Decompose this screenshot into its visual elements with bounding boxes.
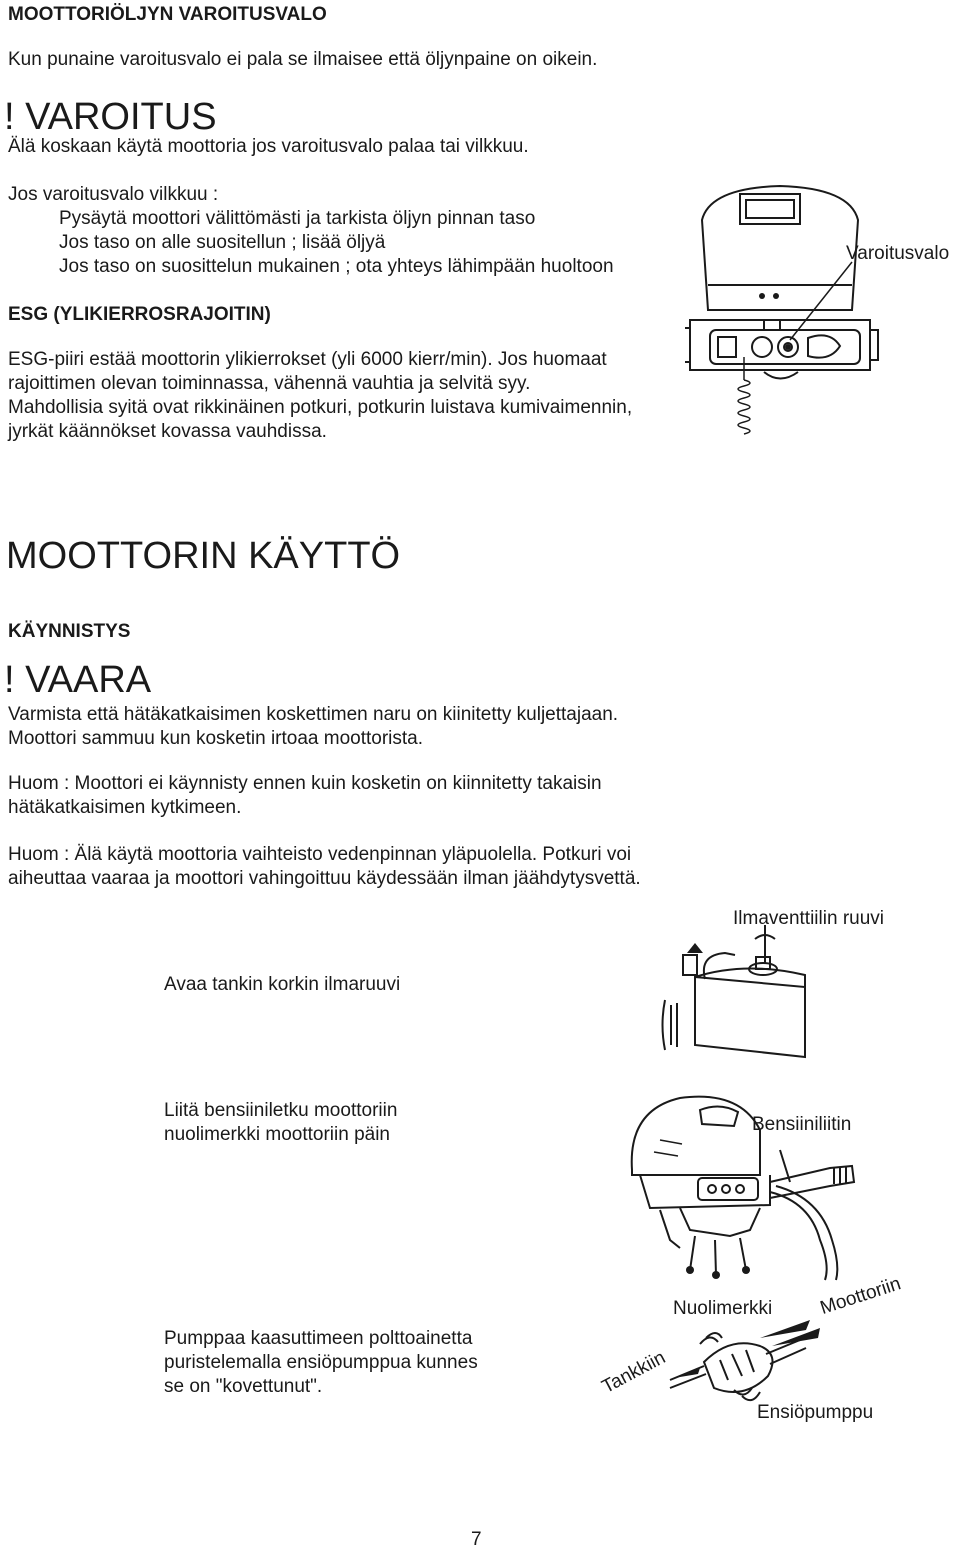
- to-engine-label: Moottoriin: [817, 1273, 904, 1320]
- esg-line: jyrkät käännökset kovassa vauhdissa.: [8, 421, 327, 442]
- blink-intro: Jos varoitusvalo vilkkuu :: [8, 184, 219, 205]
- esg-heading: ESG (YLIKIERROSRAJOITIN): [8, 304, 271, 325]
- fuel-connector-label: Bensiiniliitin: [752, 1114, 852, 1135]
- danger-line: Moottori sammuu kun kosketin irtoaa moottorista.: [8, 728, 424, 749]
- step3-line: se on "kovettunut".: [164, 1376, 323, 1397]
- outboard-engine-illustration: [620, 1090, 860, 1280]
- esg-line: rajoittimen olevan toiminnassa, vähennä vauhtia ja selvitä syy.: [8, 373, 531, 394]
- primer-bulb-illustration: [660, 1318, 820, 1403]
- blink-step: Jos taso on suosittelun mukainen ; ota yhteys lähimpään huoltoon: [59, 256, 614, 277]
- warning-title: ! VAROITUS: [4, 96, 217, 138]
- oil-light-intro: Kun punaine varoitusvalo ei pala se ilmaisee että öljynpaine on oikein.: [8, 49, 598, 70]
- warning-text: Älä koskaan käytä moottoria jos varoitusvalo palaa tai vilkkuu.: [8, 136, 529, 157]
- arrow-mark-label: Nuolimerkki: [673, 1298, 773, 1319]
- step2-line: Liitä bensiiniletku moottoriin: [164, 1100, 398, 1121]
- note-line: Huom : Moottori ei käynnisty ennen kuin kosketin on kiinnitetty takaisin: [8, 773, 602, 794]
- danger-line: Varmista että hätäkatkaisimen koskettimen naru on kiinitetty kuljettajaan.: [8, 704, 619, 725]
- blink-step: Pysäytä moottori välittömästi ja tarkista öljyn pinnan taso: [59, 208, 536, 229]
- note-line: aiheuttaa vaaraa ja moottori vahingoittuu käydessään ilman jäähdytysvettä.: [8, 868, 641, 889]
- fuel-tank-illustration: [655, 925, 815, 1070]
- section-title: MOOTTORIN KÄYTTÖ: [6, 535, 401, 577]
- step3-line: puristelemalla ensiöpumppua kunnes: [164, 1352, 478, 1373]
- oil-light-heading: MOOTTORIÖLJYN VAROITUSVALO: [8, 4, 327, 25]
- note-line: hätäkatkaisimen kytkimeen.: [8, 797, 242, 818]
- step1-text: Avaa tankin korkin ilmaruuvi: [164, 974, 401, 995]
- esg-line: Mahdollisia syitä ovat rikkinäinen potkuri, potkurin luistava kumivaimennin,: [8, 397, 633, 418]
- starting-subheading: KÄYNNISTYS: [8, 621, 131, 642]
- primer-bulb-label: Ensiöpumppu: [757, 1402, 874, 1423]
- step2-line: nuolimerkki moottoriin päin: [164, 1124, 390, 1145]
- danger-title: ! VAARA: [4, 659, 152, 701]
- to-tank-label: Tankkiin: [598, 1347, 670, 1398]
- note-line: Huom : Älä käytä moottoria vaihteisto vedenpinnan yläpuolella. Potkuri voi: [8, 844, 632, 865]
- step3-line: Pumppaa kaasuttimeen polttoainetta: [164, 1328, 473, 1349]
- blink-step: Jos taso on alle suositellun ; lisää öljyä: [59, 232, 386, 253]
- engine-control-panel-illustration: [680, 180, 880, 445]
- vent-screw-label: Ilmaventtiilin ruuvi: [733, 908, 884, 929]
- page-number: 7: [471, 1529, 482, 1550]
- esg-line: ESG-piiri estää moottorin ylikierrokset (yli 6000 kierr/min). Jos huomaat: [8, 349, 607, 370]
- warning-light-label: Varoitusvalo: [846, 243, 950, 264]
